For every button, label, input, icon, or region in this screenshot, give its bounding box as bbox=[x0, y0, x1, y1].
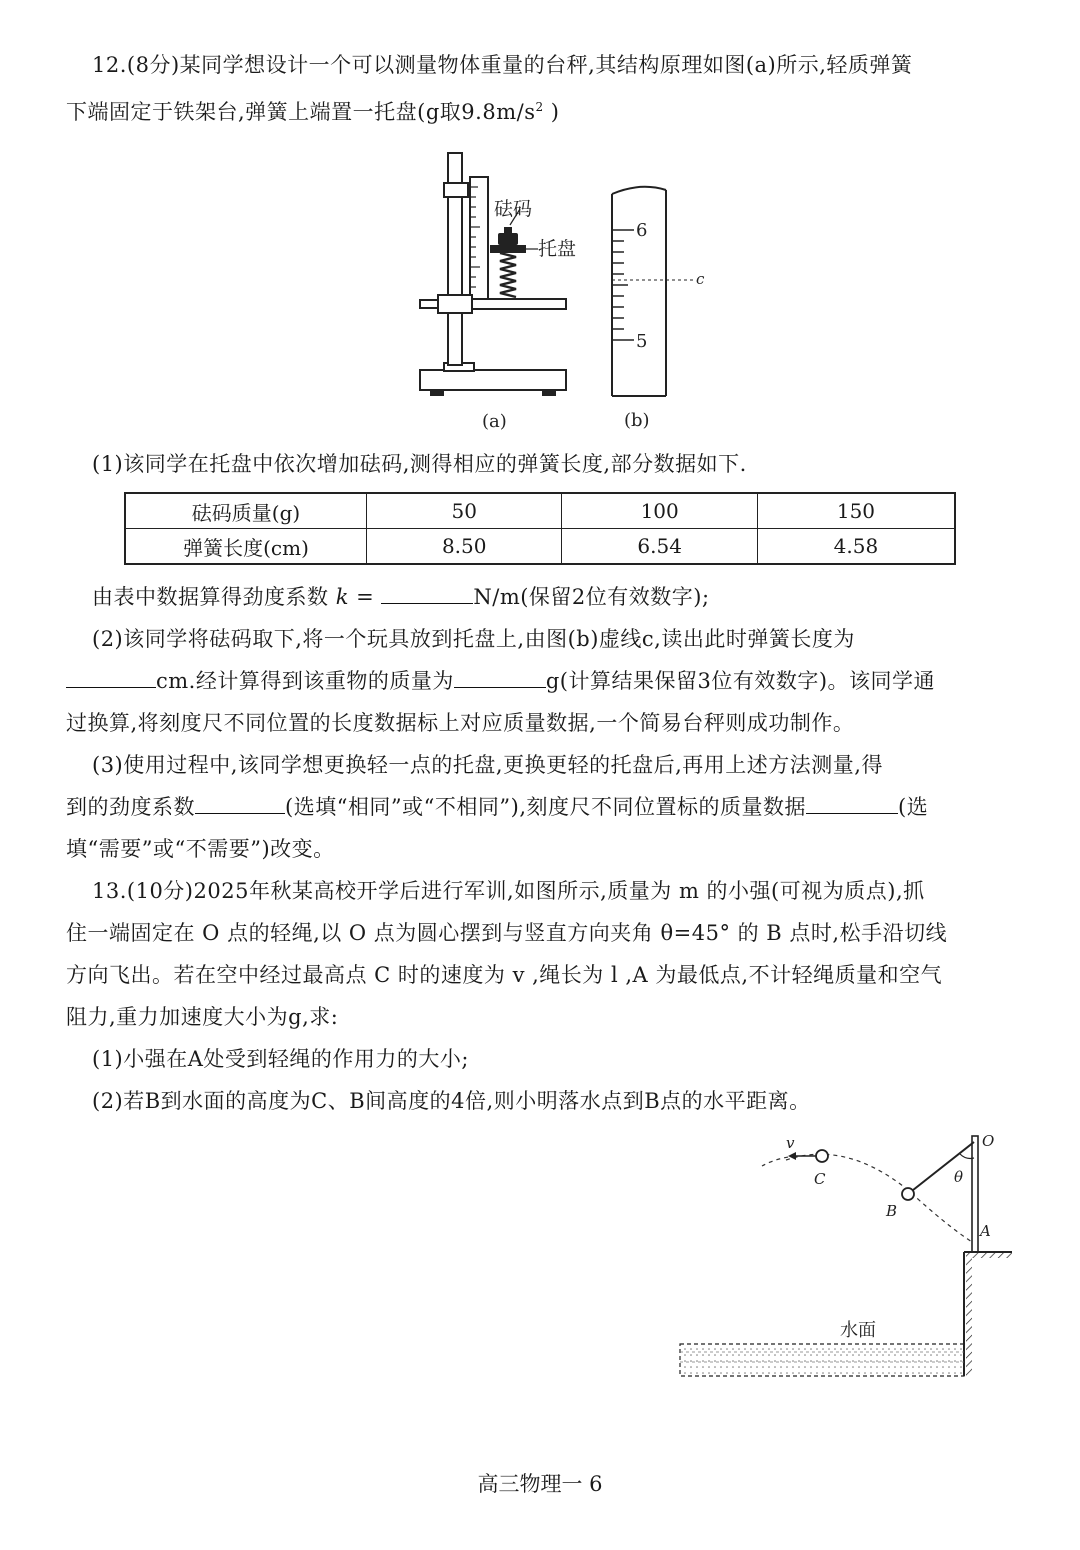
label-v: v bbox=[786, 1134, 795, 1152]
p3b-text: 到的劲度系数 bbox=[66, 795, 195, 819]
table-cell: 6.54 bbox=[562, 529, 757, 565]
q12-p2a: (2)该同学将砝码取下,将一个玩具放到托盘上,由图(b)虚线c,读出此时弹簧长度为 bbox=[92, 627, 855, 651]
label-theta: θ bbox=[954, 1168, 964, 1186]
k-text: 由表中数据算得劲度系数 bbox=[92, 585, 336, 609]
label-weight: 砝码 bbox=[494, 198, 533, 220]
data-table bbox=[124, 492, 956, 565]
q13-sub2: (2)若B到水面的高度为C、B间高度的4倍,则小明落水点到B点的水平距离。 bbox=[92, 1089, 811, 1113]
q12-p3b-line bbox=[66, 786, 1016, 828]
figure-q13-swing bbox=[676, 1130, 1026, 1380]
answer-blank-length[interactable] bbox=[66, 669, 156, 688]
table-header-cell: 砝码质量(g) bbox=[125, 493, 367, 529]
q13-sub1: (1)小强在A处受到轻绳的作用力的大小; bbox=[92, 1047, 469, 1071]
answer-blank-mass-change[interactable] bbox=[806, 795, 898, 814]
label-A: A bbox=[980, 1222, 991, 1240]
k-unit-text: N/m(保留2位有效数字); bbox=[473, 585, 710, 609]
p2b-text: cm.经计算得到该重物的质量为 bbox=[156, 669, 454, 693]
q12-p1: (1)该同学在托盘中依次增加砝码,测得相应的弹簧长度,部分数据如下. bbox=[92, 452, 747, 476]
q13-line4: 阻力,重力加速度大小为g,求: bbox=[66, 1005, 339, 1029]
p3c-text: (选填“相同”或“不相同”),刻度尺不同位置标的质量数据 bbox=[285, 795, 807, 819]
table-row bbox=[125, 529, 955, 565]
k-equals: = bbox=[348, 585, 382, 609]
k-variable: k bbox=[335, 585, 349, 609]
label-C: C bbox=[814, 1170, 826, 1188]
q12-p3e: 填“需要”或“不需要”)改变。 bbox=[66, 837, 335, 861]
q12-line2 bbox=[66, 86, 1016, 133]
tick-6: 6 bbox=[636, 220, 648, 241]
figure-a-apparatus bbox=[410, 145, 580, 435]
q12-line2-close: ) bbox=[543, 100, 560, 124]
q13-line2: 住一端固定在 O 点的轻绳,以 O 点为圆心摆到与竖直方向夹角 θ=45° 的 B 点时,松手沿切线 bbox=[66, 921, 948, 945]
label-water: 水面 bbox=[840, 1320, 876, 1341]
q12-k-line bbox=[66, 576, 1016, 618]
q12-exponent: 2 bbox=[535, 100, 544, 114]
answer-blank-mass[interactable] bbox=[454, 669, 546, 688]
table-row bbox=[125, 493, 955, 529]
table-cell: 8.50 bbox=[367, 529, 562, 565]
label-tray: 托盘 bbox=[538, 238, 577, 260]
p3d-text: (选 bbox=[898, 795, 929, 819]
table-header-cell: 弹簧长度(cm) bbox=[125, 529, 367, 565]
caption-a: (a) bbox=[482, 411, 507, 432]
q12-line1: 12.(8分)某同学想设计一个可以测量物体重量的台秤,其结构原理如图(a)所示,轻质弹簧 bbox=[92, 53, 913, 77]
caption-b: (b) bbox=[624, 410, 650, 431]
figure-b-ruler bbox=[600, 180, 710, 435]
label-B: B bbox=[886, 1202, 898, 1220]
line-c-label: c bbox=[696, 270, 705, 288]
answer-blank-k[interactable] bbox=[381, 585, 473, 604]
q12-p2b-line bbox=[66, 660, 1016, 702]
q13-line1: 13.(10分)2025年秋某高校开学后进行军训,如图所示,质量为 m 的小强(可视为质点),抓 bbox=[92, 879, 925, 903]
table-cell: 50 bbox=[367, 493, 562, 529]
label-O: O bbox=[982, 1132, 995, 1150]
p2c-text: g(计算结果保留3位有效数字)。该同学通 bbox=[545, 669, 936, 693]
page-footer: 高三物理一 6 bbox=[477, 1472, 603, 1496]
answer-blank-k-same[interactable] bbox=[195, 795, 285, 814]
table-cell: 100 bbox=[562, 493, 757, 529]
q12-p2d: 过换算,将刻度尺不同位置的长度数据标上对应质量数据,一个简易台秤则成功制作。 bbox=[66, 711, 855, 735]
q12-line2-text: 下端固定于铁架台,弹簧上端置一托盘(g取9.8m/s bbox=[66, 100, 536, 124]
table-cell: 150 bbox=[757, 493, 955, 529]
tick-5: 5 bbox=[636, 331, 648, 352]
table-cell: 4.58 bbox=[757, 529, 955, 565]
q13-line3: 方向飞出。若在空中经过最高点 C 时的速度为 v ,绳长为 l ,A 为最低点,不计轻绳质量和空气 bbox=[66, 963, 943, 987]
q12-p3a: (3)使用过程中,该同学想更换轻一点的托盘,更换更轻的托盘后,再用上述方法测量,得 bbox=[92, 753, 883, 777]
